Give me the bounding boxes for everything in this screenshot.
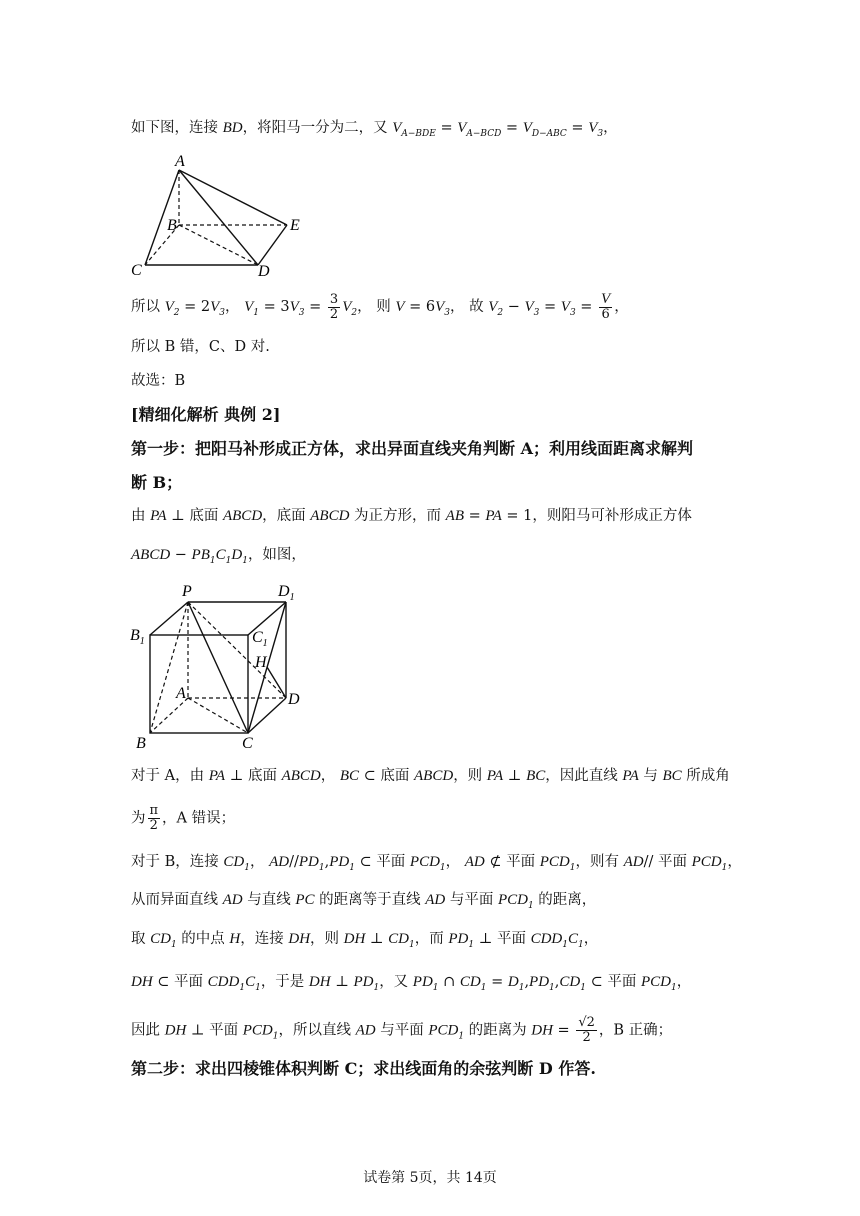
line-3: 所以 B 错，C、D 对. bbox=[131, 339, 270, 355]
heading-2a: 第一步：把阳马补形成正方体，求出异面直线夹角判断 A；利用线面距离求解判 bbox=[131, 439, 693, 458]
label-C: C bbox=[242, 735, 253, 752]
text-line: 为 $\frac{\pi}{2}$ ，A 错误； bbox=[131, 803, 236, 833]
fraction: $\frac{V}{6}$ bbox=[601, 291, 611, 322]
text-line: 取 $CD_1$ 的中点 H，连接 DH，则 DH ⊥ $CD_1$，而 $PD_1$ ⊥ 平面 $CDD_1C_1$， bbox=[131, 931, 599, 950]
text-line: 如下图，连接 BD，将阳马一分为二，又 $V_{A-BDE} = V_{A-BCD} = V_{D-ABC} = V_3$， bbox=[131, 120, 618, 139]
label-D1: $D_1$ bbox=[278, 583, 295, 603]
text-line: 因此 DH ⊥ 平面 $PCD_1$，所以直线 AD 与平面 $PCD_1$ 的距离为 DH = $\frac{√2}{2}$ ，B 正确； bbox=[131, 1015, 673, 1045]
page-footer: 试卷第 5页，共 14页 bbox=[363, 1170, 497, 1186]
label-P: P bbox=[182, 583, 192, 600]
label-B1: $B_1$ bbox=[130, 627, 145, 647]
heading-2b: 断 B； bbox=[131, 473, 183, 492]
cube-figure-2 bbox=[128, 580, 308, 752]
heading-3: 第二步：求出四棱锥体积判断 C；求出线面角的余弦判断 D 作答. bbox=[131, 1059, 596, 1078]
label-C: C bbox=[131, 262, 142, 279]
label-D: D bbox=[258, 263, 270, 280]
label-A: A bbox=[175, 153, 185, 170]
label-A: A bbox=[176, 685, 186, 702]
fraction: $\frac{√2}{2}$ bbox=[578, 1015, 595, 1045]
label-C1: $C_1$ bbox=[252, 629, 268, 649]
text-line: ABCD − $PB_1C_1D_1$，如图， bbox=[131, 547, 306, 566]
text-line: 从而异面直线 AD 与直线 PC 的距离等于直线 AD 与平面 $PCD_1$ 的距离， bbox=[131, 892, 597, 911]
text-line: DH ⊂ 平面 $CDD_1C_1$，于是 DH ⊥ $PD_1$，又 $PD_1$ ∩ $CD_1 = D_1,PD_1,CD_1$ ⊂ 平面 $PCD_1$， bbox=[131, 974, 692, 993]
fraction: $\frac{\pi}{2}$ bbox=[149, 803, 159, 833]
pyramid-figure-1 bbox=[125, 150, 315, 282]
text-line: 所以 $V_2 = 2V_3$， $V_1 = 3V_3$ = $\frac{3}{2}$ $V_2$， 则 $V = 6V_3$， 故 $V_2 - V_3 = V_3$ = $\frac{V}{6}$ ， bbox=[131, 291, 629, 322]
line-4: 故选：B bbox=[131, 373, 186, 389]
label-B: B bbox=[167, 217, 177, 234]
heading-1: [精细化解析 典例 2] bbox=[131, 405, 281, 424]
label-E: E bbox=[290, 217, 300, 234]
text-line: 对于 A，由 PA ⊥ 底面 ABCD， BC ⊂ 底面 ABCD，则 PA ⊥ BC，因此直线 PA 与 BC 所成角 bbox=[131, 768, 730, 784]
label-D: D bbox=[288, 691, 300, 708]
fraction: $\frac{3}{2}$ bbox=[329, 291, 339, 322]
label-B: B bbox=[136, 735, 146, 752]
text-line: 由 PA ⊥ 底面 ABCD，底面 ABCD 为正方形，而 AB = PA = 1，则阳马可补形成正方体 bbox=[131, 508, 692, 524]
text-line: 对于 B，连接 $CD_1$， $AD//PD_1,PD_1$ ⊂ 平面 $PCD_1$， AD ⊄ 平面 $PCD_1$，则有 AD// 平面 $PCD_1$， bbox=[131, 854, 742, 873]
label-H: H bbox=[255, 654, 267, 671]
